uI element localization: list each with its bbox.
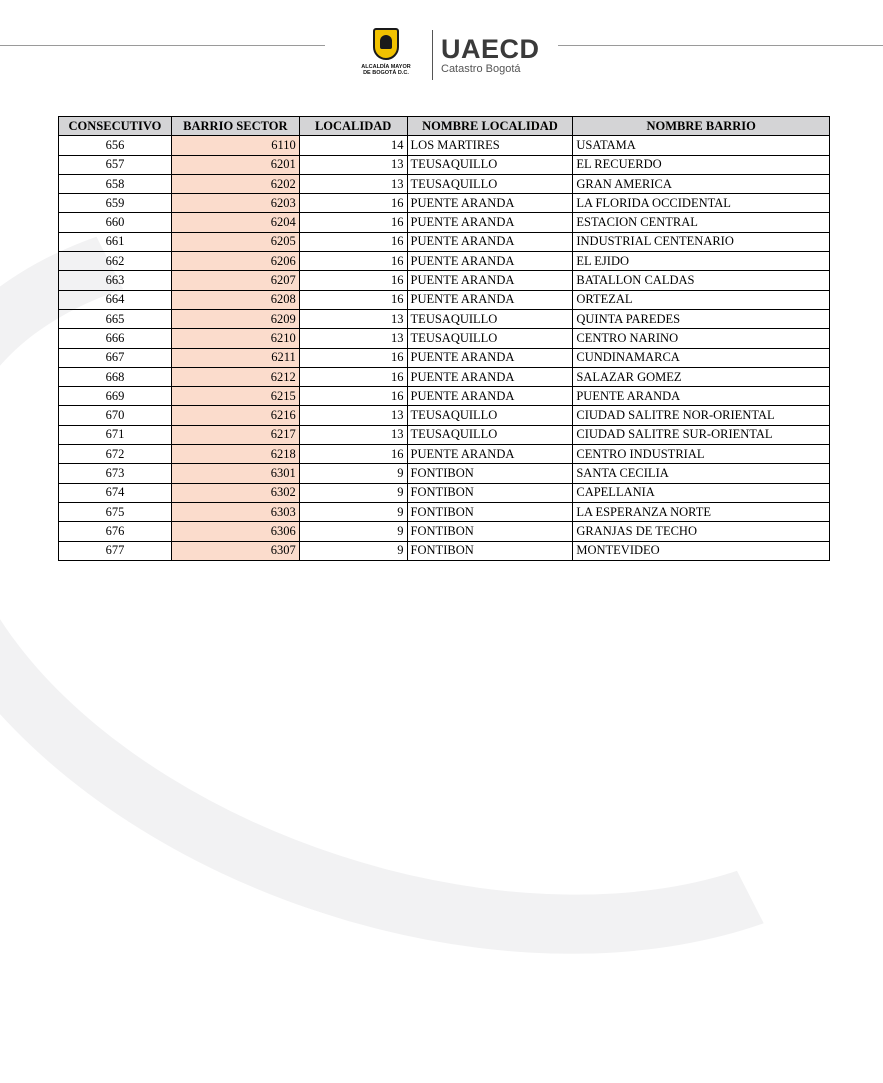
nombre-barrio-cell: CAPELLANIA <box>573 483 830 502</box>
table-row <box>59 271 830 290</box>
column-header-nombre-localidad: NOMBRE LOCALIDAD <box>407 117 573 136</box>
nombre-barrio-cell: QUINTA PAREDES <box>573 309 830 328</box>
localidad-cell: 9 <box>299 502 407 521</box>
nombre-localidad-cell: PUENTE ARANDA <box>407 232 573 251</box>
uaecd-logo-title: UAECD <box>441 34 540 64</box>
barrio-sector-cell: 6217 <box>171 425 299 444</box>
nombre-barrio-cell: USATAMA <box>573 136 830 155</box>
table-row <box>59 309 830 328</box>
barrio-sector-cell: 6303 <box>171 502 299 521</box>
alcaldia-logo <box>356 28 416 76</box>
nombre-localidad-cell: PUENTE ARANDA <box>407 252 573 271</box>
consecutivo-cell: 660 <box>59 213 172 232</box>
column-header-nombre-barrio: NOMBRE BARRIO <box>573 117 830 136</box>
consecutivo-cell: 665 <box>59 309 172 328</box>
nombre-barrio-cell: CIUDAD SALITRE SUR-ORIENTAL <box>573 425 830 444</box>
table-row <box>59 483 830 502</box>
localidad-cell: 9 <box>299 483 407 502</box>
nombre-barrio-cell: INDUSTRIAL CENTENARIO <box>573 232 830 251</box>
barrio-sector-cell: 6218 <box>171 445 299 464</box>
consecutivo-cell: 662 <box>59 252 172 271</box>
barrio-sector-cell: 6206 <box>171 252 299 271</box>
nombre-localidad-cell: FONTIBON <box>407 541 573 560</box>
nombre-barrio-cell: GRANJAS DE TECHO <box>573 522 830 541</box>
table-row <box>59 387 830 406</box>
consecutivo-cell: 671 <box>59 425 172 444</box>
barrio-sector-cell: 6202 <box>171 174 299 193</box>
table-header-row <box>59 117 830 136</box>
consecutivo-cell: 663 <box>59 271 172 290</box>
barrio-sector-cell: 6203 <box>171 194 299 213</box>
uaecd-logo <box>441 35 540 76</box>
nombre-localidad-cell: TEUSAQUILLO <box>407 309 573 328</box>
barrio-sector-cell: 6212 <box>171 367 299 386</box>
localidad-cell: 13 <box>299 309 407 328</box>
alcaldia-logo-line-2: DE BOGOTÁ D.C. <box>363 70 409 76</box>
nombre-localidad-cell: TEUSAQUILLO <box>407 406 573 425</box>
localidad-cell: 16 <box>299 232 407 251</box>
nombre-barrio-cell: EL RECUERDO <box>573 155 830 174</box>
localidad-cell: 13 <box>299 155 407 174</box>
nombre-localidad-cell: PUENTE ARANDA <box>407 367 573 386</box>
header-rule-right <box>558 45 883 46</box>
consecutivo-cell: 667 <box>59 348 172 367</box>
nombre-barrio-cell: CIUDAD SALITRE NOR-ORIENTAL <box>573 406 830 425</box>
barrio-sector-cell: 6209 <box>171 309 299 328</box>
nombre-localidad-cell: PUENTE ARANDA <box>407 194 573 213</box>
localidad-cell: 14 <box>299 136 407 155</box>
nombre-localidad-cell: TEUSAQUILLO <box>407 425 573 444</box>
barrio-sector-cell: 6302 <box>171 483 299 502</box>
consecutivo-cell: 664 <box>59 290 172 309</box>
header-rule-left <box>0 45 325 46</box>
uaecd-logo-subtitle: Catastro Bogotá <box>441 63 521 75</box>
consecutivo-cell: 677 <box>59 541 172 560</box>
nombre-localidad-cell: FONTIBON <box>407 464 573 483</box>
table-row <box>59 348 830 367</box>
barrio-sector-cell: 6205 <box>171 232 299 251</box>
nombre-barrio-cell: GRAN AMERICA <box>573 174 830 193</box>
table-row <box>59 252 830 271</box>
consecutivo-cell: 659 <box>59 194 172 213</box>
consecutivo-cell: 676 <box>59 522 172 541</box>
barrios-table <box>58 116 830 561</box>
coat-of-arms-icon <box>373 28 399 60</box>
nombre-barrio-cell: LA FLORIDA OCCIDENTAL <box>573 194 830 213</box>
consecutivo-cell: 675 <box>59 502 172 521</box>
localidad-cell: 13 <box>299 329 407 348</box>
nombre-barrio-cell: PUENTE ARANDA <box>573 387 830 406</box>
barrio-sector-cell: 6307 <box>171 541 299 560</box>
localidad-cell: 16 <box>299 290 407 309</box>
barrio-sector-cell: 6208 <box>171 290 299 309</box>
barrio-sector-cell: 6204 <box>171 213 299 232</box>
localidad-cell: 16 <box>299 387 407 406</box>
nombre-localidad-cell: PUENTE ARANDA <box>407 348 573 367</box>
localidad-cell: 13 <box>299 406 407 425</box>
localidad-cell: 9 <box>299 541 407 560</box>
nombre-localidad-cell: PUENTE ARANDA <box>407 290 573 309</box>
consecutivo-cell: 672 <box>59 445 172 464</box>
localidad-cell: 16 <box>299 348 407 367</box>
column-header-localidad: LOCALIDAD <box>299 117 407 136</box>
table-row <box>59 425 830 444</box>
nombre-localidad-cell: FONTIBON <box>407 522 573 541</box>
consecutivo-cell: 674 <box>59 483 172 502</box>
table-row <box>59 155 830 174</box>
localidad-cell: 9 <box>299 464 407 483</box>
consecutivo-cell: 668 <box>59 367 172 386</box>
barrio-sector-cell: 6207 <box>171 271 299 290</box>
table-row <box>59 174 830 193</box>
table-row <box>59 213 830 232</box>
consecutivo-cell: 661 <box>59 232 172 251</box>
barrio-sector-cell: 6301 <box>171 464 299 483</box>
nombre-localidad-cell: TEUSAQUILLO <box>407 329 573 348</box>
table-row <box>59 232 830 251</box>
nombre-barrio-cell: ORTEZAL <box>573 290 830 309</box>
alcaldia-logo-text <box>356 64 416 76</box>
table-row <box>59 194 830 213</box>
column-header-barrio-sector: BARRIO SECTOR <box>171 117 299 136</box>
nombre-barrio-cell: EL EJIDO <box>573 252 830 271</box>
consecutivo-cell: 670 <box>59 406 172 425</box>
nombre-barrio-cell: CUNDINAMARCA <box>573 348 830 367</box>
nombre-localidad-cell: PUENTE ARANDA <box>407 387 573 406</box>
barrio-sector-cell: 6306 <box>171 522 299 541</box>
nombre-localidad-cell: LOS MARTIRES <box>407 136 573 155</box>
nombre-barrio-cell: LA ESPERANZA NORTE <box>573 502 830 521</box>
table-row <box>59 136 830 155</box>
alcaldia-logo-line-1: ALCALDÍA MAYOR <box>361 64 411 70</box>
nombre-barrio-cell: CENTRO INDUSTRIAL <box>573 445 830 464</box>
table-row <box>59 290 830 309</box>
localidad-cell: 16 <box>299 271 407 290</box>
nombre-barrio-cell: MONTEVIDEO <box>573 541 830 560</box>
logo-divider <box>432 30 433 80</box>
localidad-cell: 16 <box>299 194 407 213</box>
nombre-localidad-cell: FONTIBON <box>407 483 573 502</box>
table-row <box>59 502 830 521</box>
localidad-cell: 13 <box>299 174 407 193</box>
barrio-sector-cell: 6216 <box>171 406 299 425</box>
nombre-localidad-cell: PUENTE ARANDA <box>407 271 573 290</box>
nombre-barrio-cell: SANTA CECILIA <box>573 464 830 483</box>
consecutivo-cell: 657 <box>59 155 172 174</box>
barrio-sector-cell: 6211 <box>171 348 299 367</box>
table-row <box>59 464 830 483</box>
localidad-cell: 16 <box>299 213 407 232</box>
table-row <box>59 406 830 425</box>
barrio-sector-cell: 6201 <box>171 155 299 174</box>
localidad-cell: 16 <box>299 252 407 271</box>
consecutivo-cell: 673 <box>59 464 172 483</box>
barrio-sector-cell: 6215 <box>171 387 299 406</box>
consecutivo-cell: 666 <box>59 329 172 348</box>
localidad-cell: 9 <box>299 522 407 541</box>
consecutivo-cell: 656 <box>59 136 172 155</box>
table-body <box>59 136 830 561</box>
consecutivo-cell: 658 <box>59 174 172 193</box>
barrio-sector-cell: 6210 <box>171 329 299 348</box>
localidad-cell: 16 <box>299 445 407 464</box>
nombre-barrio-cell: ESTACION CENTRAL <box>573 213 830 232</box>
table-row <box>59 367 830 386</box>
nombre-localidad-cell: PUENTE ARANDA <box>407 213 573 232</box>
table-row <box>59 522 830 541</box>
nombre-barrio-cell: CENTRO NARINO <box>573 329 830 348</box>
table-row <box>59 541 830 560</box>
nombre-localidad-cell: FONTIBON <box>407 502 573 521</box>
column-header-consecutivo: CONSECUTIVO <box>59 117 172 136</box>
consecutivo-cell: 669 <box>59 387 172 406</box>
localidad-cell: 13 <box>299 425 407 444</box>
nombre-barrio-cell: BATALLON CALDAS <box>573 271 830 290</box>
table-row <box>59 445 830 464</box>
nombre-localidad-cell: TEUSAQUILLO <box>407 155 573 174</box>
table-row <box>59 329 830 348</box>
barrio-sector-cell: 6110 <box>171 136 299 155</box>
localidad-cell: 16 <box>299 367 407 386</box>
nombre-localidad-cell: PUENTE ARANDA <box>407 445 573 464</box>
nombre-barrio-cell: SALAZAR GOMEZ <box>573 367 830 386</box>
nombre-localidad-cell: TEUSAQUILLO <box>407 174 573 193</box>
